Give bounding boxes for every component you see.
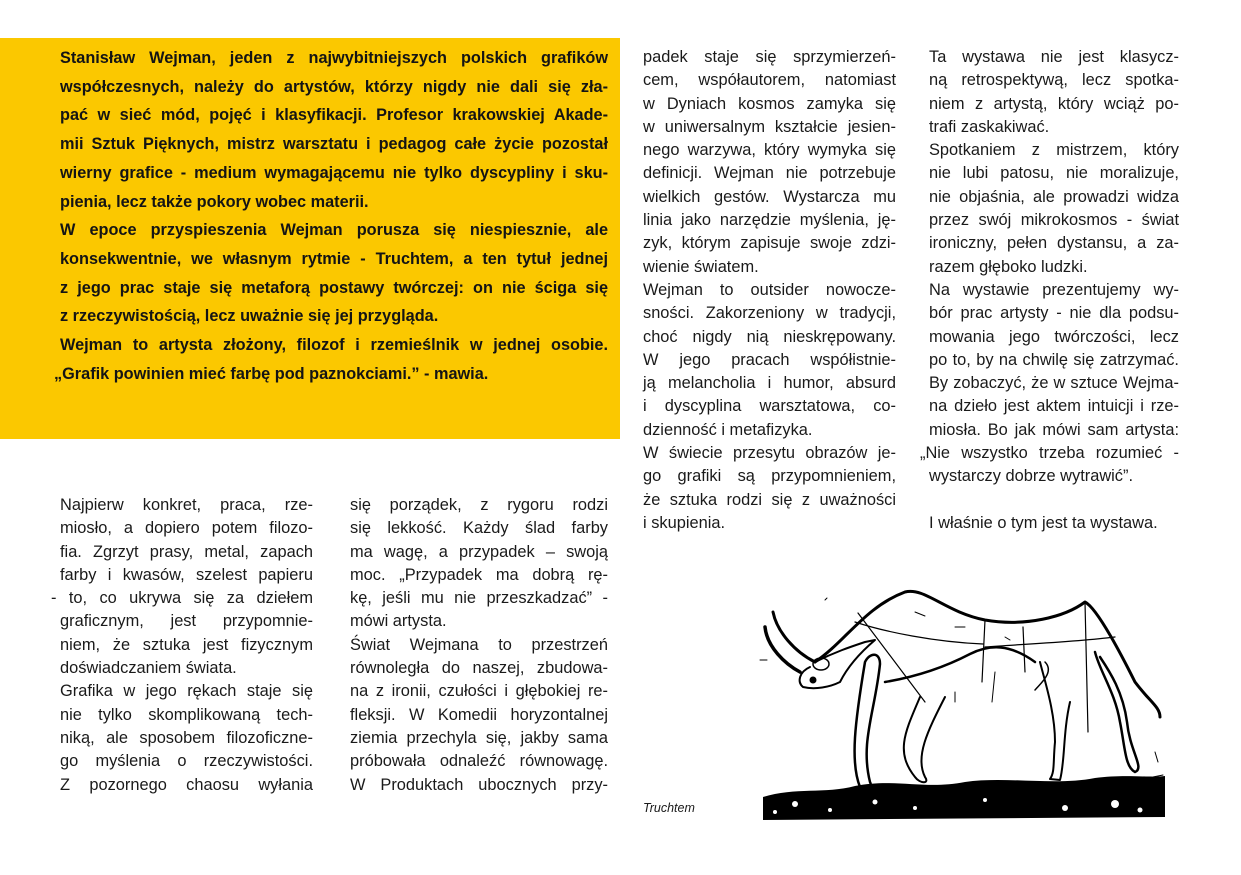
- ground-texture: [763, 776, 1165, 820]
- closing-line: I właśnie o tym jest ta wystawa.: [929, 513, 1158, 532]
- spacer: [929, 489, 1179, 512]
- body-line: próbowała odnaleźć równowagę.: [350, 752, 608, 771]
- body-line: nie lubi patosu, nie moralizuje,: [929, 164, 1179, 183]
- body-line: dzienność i metafizyka.: [643, 420, 813, 439]
- body-line: na z ironii, czułości i głębokiej re-: [350, 682, 608, 701]
- body-line: farby i kwasów, szelest papieru: [60, 565, 313, 584]
- body-line: sności. Zakorzeniony w tradycji,: [643, 304, 896, 323]
- body-line: ją melancholia i humor, absurd: [643, 374, 896, 393]
- body-line: definicji. Wejman nie potrzebuje: [643, 164, 896, 183]
- intro-line: wierny grafice - medium wymagającemu nie tylko dyscypliny i sku-: [60, 163, 608, 182]
- body-line: razem głęboko ludzki.: [929, 257, 1088, 276]
- artwork-caption: Truchtem: [643, 801, 695, 815]
- body-line: By zobaczyć, że w sztuce Wejma-: [929, 374, 1179, 393]
- intro-line: pienia, lecz także pokory wobec materii.: [60, 192, 369, 211]
- body-line: fia. Zgrzyt prasy, metal, zapach: [60, 542, 313, 561]
- intro-line: Wejman to artysta złożony, filozof i rzemieślnik w jednej osobie.: [60, 336, 608, 355]
- body-line: ironiczny, pełen dystansu, a za-: [929, 234, 1179, 253]
- body-line: po to, by na chwilę się zatrzymać.: [929, 350, 1179, 369]
- body-line: mówi artysta.: [350, 612, 447, 631]
- body-line: nie tylko skomplikowaną tech-: [60, 705, 313, 724]
- body-line: Najpierw konkret, praca, rze-: [60, 496, 313, 514]
- body-line: Ta wystawa nie jest klasycz-: [929, 48, 1179, 66]
- body-line: Wejman to outsider nowocze-: [643, 280, 896, 299]
- body-line: równoległa do naszej, zbudowa-: [350, 659, 608, 678]
- quote-line: „Nie wszystko trzeba rozumieć -: [920, 444, 1179, 463]
- body-line: przez swój mikrokosmos - świat: [929, 211, 1179, 230]
- body-line: Spotkaniem z mistrzem, który: [929, 141, 1179, 160]
- body-line: na dzieło jest aktem intuicji i rze-: [929, 397, 1179, 416]
- body-line: miosło, a dopiero potem filozo-: [60, 519, 313, 538]
- intro-quote-line: „Grafik powinien mieć farbę pod paznokciami.” - mawia.: [54, 364, 489, 383]
- body-line: niem, że sztuka jest fizycznym: [60, 635, 313, 654]
- intro-line: konsekwentnie, we własnym rytmie - Truchtem, a ten tytuł jednej: [60, 249, 608, 268]
- body-line: graficznym, jest przypomnie-: [60, 612, 313, 631]
- body-line: w Dyniach kosmos zamyka się: [643, 94, 896, 113]
- body-line: kę, jeśli mu nie przeszkadzać” -: [350, 589, 608, 608]
- body-line: i skupienia.: [643, 513, 726, 532]
- body-line: moc. „Przypadek ma dobrą rę-: [350, 565, 608, 584]
- body-line: wienie światem.: [643, 257, 759, 276]
- intro-paragraph: [54, 44, 608, 388]
- intro-line: z rzeczywistością, lecz uważnie się jej przygląda.: [60, 307, 439, 326]
- body-line: W Produktach ubocznych przy-: [350, 775, 608, 794]
- body-line: doświadczaniem świata.: [60, 659, 237, 678]
- bull-nostril: [810, 677, 816, 683]
- body-line: Grafika w jego rękach staje się: [60, 682, 313, 701]
- text-column-2: [350, 494, 608, 797]
- bull-illustration: [755, 572, 1175, 822]
- body-line: - to, co ukrywa się za dziełem: [51, 589, 313, 608]
- bull-back: [815, 591, 1160, 717]
- intro-line: mii Sztuk Pięknych, mistrz warsztatu i pedagog całe życie pozostał: [60, 135, 608, 154]
- body-line: choć nigdy nią nieskrępowany.: [643, 327, 896, 346]
- body-line: bór prac artysty - nie dla podsu-: [929, 304, 1179, 323]
- body-line: linia jako narzędzie myślenia, ję-: [643, 211, 896, 230]
- intro-line: współczesnych, należy do artystów, którzy nigdy nie dali się zła-: [60, 77, 608, 96]
- body-line: ziemia przechyla się, jakby sama: [350, 728, 608, 747]
- body-line: Świat Wejmana to przestrzeń: [350, 635, 608, 654]
- body-line: go myślenia o rzeczywistości.: [60, 752, 313, 771]
- body-line: ną retrospektywą, lecz spotka-: [929, 71, 1179, 90]
- body-line: ma wagę, a przypadek – swoją: [350, 542, 608, 561]
- body-line: mowania jego twórczości, lecz: [929, 327, 1179, 346]
- hind-leg: [1095, 652, 1138, 772]
- body-line: się lekkość. Każdy ślad farby: [350, 519, 608, 538]
- quote-line: wystarczy dobrze wytrawić”.: [929, 467, 1134, 486]
- body-line: niem z artystą, który wciąż po-: [929, 94, 1179, 113]
- body-line: cem, współautorem, natomiast: [643, 71, 896, 90]
- body-line: że sztuka rodzi się z uważności: [643, 490, 896, 509]
- intro-line: pać w sieć mód, pojęć i klasyfikacji. Profesor krakowskiej Akade-: [60, 106, 608, 125]
- intro-line: Stanisław Wejman, jeden z najwybitniejszych polskich grafików: [60, 49, 608, 67]
- text-column-1: [51, 494, 313, 797]
- body-line: Z pozornego chaosu wyłania: [60, 775, 313, 794]
- body-line: trafi zaskakiwać.: [929, 117, 1050, 136]
- body-line: W jego pracach współistnie-: [643, 350, 896, 369]
- body-line: się porządek, z rygoru rodzi: [350, 496, 608, 514]
- front-leg: [904, 697, 945, 782]
- body-line: nie objaśnia, ale prowadzi widza: [929, 187, 1179, 206]
- text-column-4: [920, 46, 1179, 535]
- body-line: i dyscyplina warsztatowa, co-: [643, 397, 896, 416]
- body-line: miosła. Bo jak mówi sam artysta:: [929, 420, 1179, 439]
- intro-line: z jego prac staje się metaforą postawy twórczej: on nie ściga się: [60, 278, 608, 297]
- body-line: Na wystawie prezentujemy wy-: [929, 280, 1179, 299]
- body-line: fleksji. W Komedii horyzontalnej: [350, 705, 608, 724]
- bull-belly: [885, 647, 1035, 682]
- body-line: padek staje się sprzymierzeń-: [643, 48, 896, 66]
- text-column-3: [643, 46, 896, 535]
- body-line: w uniwersalnym kształcie jesien-: [643, 117, 896, 136]
- body-line: niką, ale sposobem filozoficzne-: [60, 728, 313, 747]
- body-line: wielkich gestów. Wystarcza mu: [643, 187, 896, 206]
- body-line: W świecie przesytu obrazów je-: [643, 444, 896, 463]
- body-line: zyk, którym zapisuje swoje zdzi-: [643, 234, 896, 253]
- body-line: go grafiki są przypomnieniem,: [643, 467, 896, 486]
- intro-line: W epoce przyspieszenia Wejman porusza się niespiesznie, ale: [60, 221, 608, 240]
- body-line: nego warzywa, który wymyka się: [643, 141, 896, 160]
- front-leg: [855, 655, 880, 790]
